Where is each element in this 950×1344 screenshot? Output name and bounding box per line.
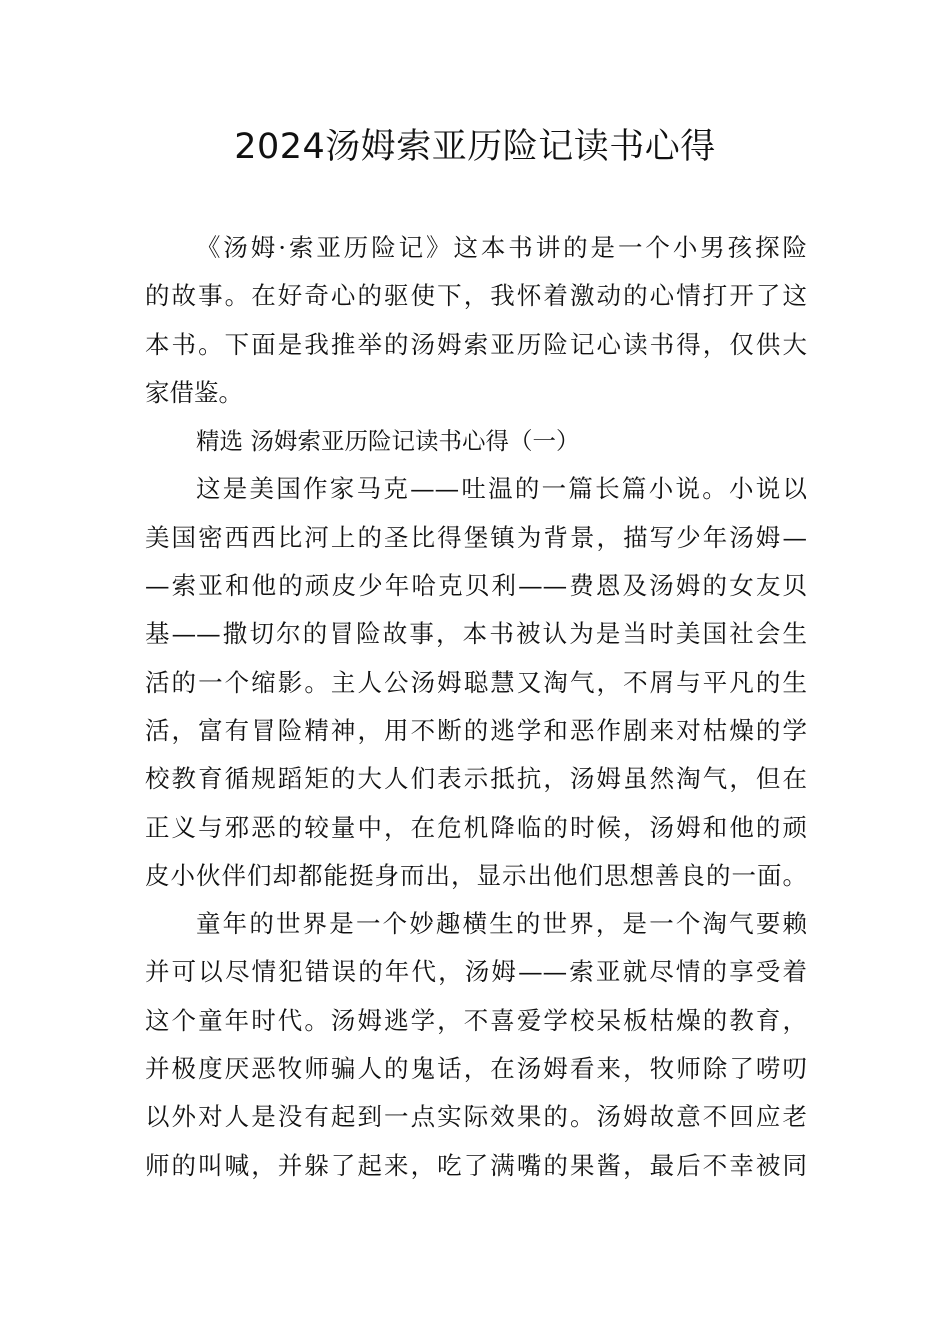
paragraph-line: 活，富有冒险精神，用不断的逃学和恶作剧来对枯燥的学	[145, 715, 807, 745]
document-body	[145, 224, 807, 1190]
paragraph-line: 正义与邪恶的较量中，在危机降临的时候，汤姆和他的顽	[145, 812, 807, 842]
paragraph-line: 这个童年时代。汤姆逃学，不喜爱学校呆板枯燥的教育，	[145, 1005, 807, 1035]
document-title: 2024汤姆索亚历险记读书心得	[234, 127, 716, 167]
paragraph-line: 本书。下面是我推举的汤姆索亚历险记心读书得，仅供大	[145, 329, 807, 359]
paragraph-line: 家借鉴。	[145, 377, 243, 407]
paragraph-line: 皮小伙伴们却都能挺身而出，显示出他们思想善良的一面。	[145, 860, 807, 890]
paragraph-line: 基——撒切尔的冒险故事，本书被认为是当时美国社会生	[145, 619, 807, 649]
paragraph-line: 校教育循规蹈矩的大人们表示抵抗，汤姆虽然淘气，但在	[145, 764, 807, 794]
paragraph-line: 美国密西西比河上的圣比得堡镇为背景，描写少年汤姆—	[145, 522, 807, 552]
paragraph-line: 以外对人是没有起到一点实际效果的。汤姆故意不回应老	[145, 1102, 807, 1132]
paragraph-line: 《汤姆·索亚历险记》这本书讲的是一个小男孩探险	[196, 233, 807, 262]
paragraph-line: 活的一个缩影。主人公汤姆聪慧又淘气，不屑与平凡的生	[145, 667, 807, 697]
paragraph-line: 这是美国作家马克——吐温的一篇长篇小说。小说以	[196, 474, 807, 504]
paragraph-line: 并可以尽情犯错误的年代，汤姆——索亚就尽情的享受着	[145, 957, 807, 987]
paragraph-line: —索亚和他的顽皮少年哈克贝利——费恩及汤姆的女友贝	[145, 571, 807, 601]
paragraph-line: 童年的世界是一个妙趣横生的世界，是一个淘气要赖	[196, 909, 807, 939]
paragraph-line: 师的叫喊，并躲了起来，吃了满嘴的果酱，最后不幸被同	[145, 1150, 807, 1180]
paragraph-line: 的故事。在好奇心的驱使下，我怀着激动的心情打开了这	[145, 281, 807, 311]
section-heading: 精选 汤姆索亚历险记读书心得（一）	[196, 427, 580, 456]
paragraph-line: 并极度厌恶牧师骗人的鬼话，在汤姆看来，牧师除了唠叨	[145, 1054, 807, 1084]
